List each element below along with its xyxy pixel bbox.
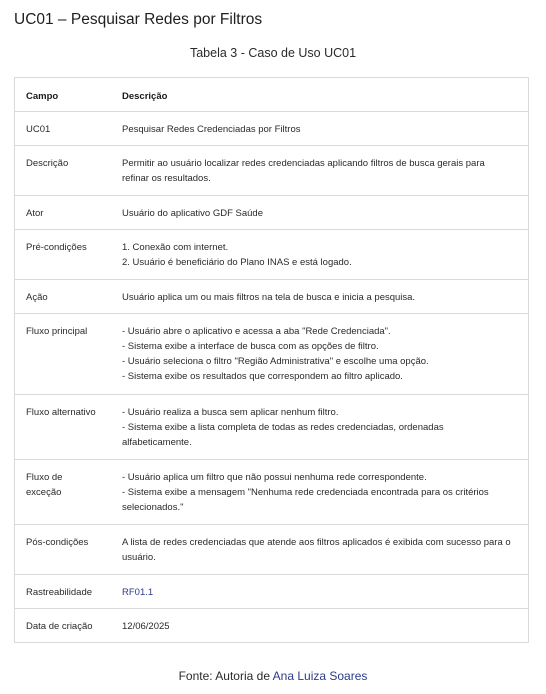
source-footer [0,669,546,683]
row-description-descricao: Permitir ao usuário localizar redes credenciadas aplicando filtros de busca gerais para refinar os resultados. [122,158,485,184]
row-field-acao: Ação [26,292,48,303]
column-header-description: Descrição [122,78,529,112]
row-field-pos-condicoes: Pós-condições [26,537,89,548]
footer-prefix: Fonte: Autoria de [178,669,273,683]
row-description-fluxo-alternativo: - Usuário realiza a busca sem aplicar nenhum filtro. - Sistema exibe a lista completa de todas as redes credenciadas, ordenadas alfabeticamente. [122,407,444,448]
row-field-descricao: Descrição [26,158,69,169]
row-field-uc01: UC01 [26,124,51,135]
table-row [15,196,529,230]
author-link[interactable]: Ana Luiza Soares [272,669,368,683]
row-field-ator: Ator [26,208,44,219]
row-field-fluxo-alternativo: Fluxo alternativo [26,407,96,418]
page-title: UC01 – Pesquisar Redes por Filtros [14,11,263,28]
row-description-pre-condicoes: 1. Conexão com internet. 2. Usuário é beneficiário do Plano INAS e está logado. [122,242,352,268]
table-row [15,575,529,609]
row-field-fluxo-principal: Fluxo principal [26,326,88,337]
requirement-link[interactable]: RF01.1 [122,587,154,598]
table-row [15,525,529,575]
row-description-fluxo-excecao: - Usuário aplica um filtro que não possui nenhuma rede correspondente. - Sistema exibe a mensagem "Nenhuma rede credenciada encontrada para os critérios selecionados." [122,472,489,513]
table-caption: Tabela 3 - Caso de Uso UC01 [189,46,357,60]
row-field-rastreabilidade: Rastreabilidade [26,587,93,598]
row-field-fluxo-excecao: Fluxo de exceção [26,472,63,498]
row-description-data-criacao: 12/06/2025 [122,621,170,632]
row-field-pre-condicoes: Pré-condições [26,242,87,253]
table-row [15,395,529,460]
table-row [15,609,529,643]
table-row [15,460,529,525]
column-header-field: Campo [15,78,123,112]
table-row [15,146,529,196]
table-row [15,112,529,146]
table-header-row [15,78,529,112]
table-row [15,230,529,280]
table-row [15,280,529,314]
row-description-pos-condicoes: A lista de redes credenciadas que atende aos filtros aplicados é exibida com sucesso para o usuário. [122,537,511,563]
table-row [15,314,529,395]
row-description-uc01: Pesquisar Redes Credenciadas por Filtros [122,124,301,135]
use-case-table [14,77,529,643]
row-field-data-criacao: Data de criação [26,621,93,632]
row-description-fluxo-principal: - Usuário abre o aplicativo e acessa a aba "Rede Credenciada". - Sistema exibe a interface de busca com as opções de filtro. - Usuário seleciona o filtro "Região Administrativa" e escolhe uma opção. - Sistema exibe os resultados que correspondem ao filtro aplicado. [122,326,429,382]
row-description-ator: Usuário do aplicativo GDF Saúde [122,208,263,219]
row-description-acao: Usuário aplica um ou mais filtros na tela de busca e inicia a pesquisa. [122,292,416,303]
